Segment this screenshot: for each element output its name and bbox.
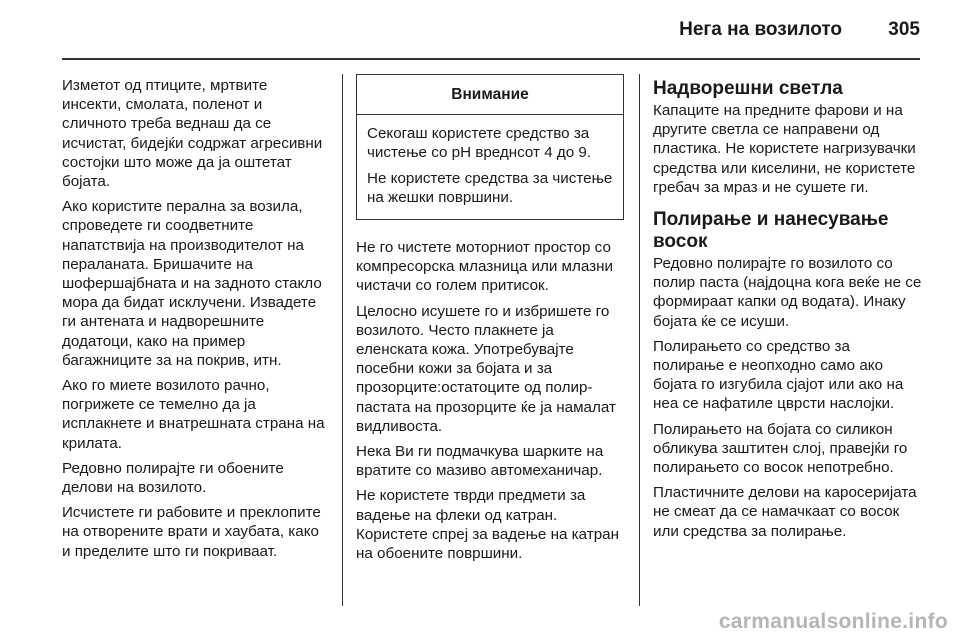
paragraph: Изметот од птиците, мртвите инсекти, смолата, поленот и сличното треба веднаш да се исчистат, бидејќи содржат агресивни состојки што може да ја оштетат бојата.: [62, 77, 323, 191]
paragraph: Капаците на предните фарови и на другите светла се направени од пластика. Не користете нагризувачки средства или киселини, не користете гребач за мраз и не сушете ги.: [653, 102, 916, 196]
column-divider: [342, 74, 343, 606]
page-number: 305: [888, 19, 920, 40]
column-left: [62, 76, 330, 567]
paragraph: Редовно полирајте го возилото со полир паста (најдоцна кога веќе не се формираат капки од водата). Инаку бојата ќе се исуши.: [653, 255, 922, 330]
warning-box: [356, 74, 624, 220]
paragraph: Ако го миете возилото рачно, погрижете се темелно да ја исплакнете и внатрешната страна на крилата.: [62, 377, 325, 452]
paragraph: Полирањето со средство за полирање е неопходно само ако бојата го изгубила сјајот или ако на неа се нафатиле цврсти наслојки.: [653, 337, 904, 413]
page-header: [62, 0, 920, 60]
paragraph: Пластичните делови на каросеријата не смеат да се намачкаат со восок или средства за полирање.: [653, 484, 917, 540]
section-heading: Полирање и нанесување восок: [653, 209, 889, 253]
watermark: carmanualsonline.info: [718, 610, 948, 633]
paragraph: Полирањето на бојата со силикон обликува заштитен слој, правејќи го полирањето со восок непотребно.: [653, 420, 908, 477]
warning-body: [357, 115, 623, 219]
paragraph: Редовно полирајте ги обоените делови на возилото.: [62, 459, 284, 497]
column-middle: [356, 74, 624, 569]
warning-paragraph: Секогаш користете средство за чистење со pH вреднсот 4 до 9.: [367, 125, 592, 162]
column-divider: [639, 74, 640, 606]
page-title: Нега на возилото: [679, 19, 842, 40]
paragraph: Ако користите перална за возила, спроведете ги соодветните напатствија на производителот на пераланата. Бришачите на шофершајбната и на задното стакло мора да бидат исклучени. Извадете ги антената и надворешните додатоци, како на пример багажниците за на покрив, итн.: [62, 198, 322, 369]
warning-paragraph: Не користете средства за чистење на жешки површини.: [367, 169, 613, 206]
paragraph: Целосно исушете го и избришете го возилото. Често плакнете ја еленската кожа. Употребувајте посебни кожи за бојата и за прозорците:остатоците од полир-пастата на прозорците ќе ја намалат видливоста.: [356, 302, 616, 435]
section-heading: Надворешни светла: [653, 78, 843, 99]
paragraph: Не го чистете моторниот простор со компресорска млазница или млазни чистачи со голем притисок.: [356, 239, 613, 295]
warning-title: Внимание: [357, 75, 623, 115]
column-right: [653, 78, 925, 547]
paragraph: Исчистете ги рабовите и преклопите на отворените врати и хаубата, како и пределите што ги покриваат.: [62, 504, 321, 560]
paragraph: Нека Ви ги подмачкува шарките на вратите со мазиво автомеханичар.: [356, 443, 604, 480]
paragraph: Не користете тврди предмети за вадење на флеки од катран. Користете спреј за вадење на катран на обоените површини.: [356, 487, 619, 563]
